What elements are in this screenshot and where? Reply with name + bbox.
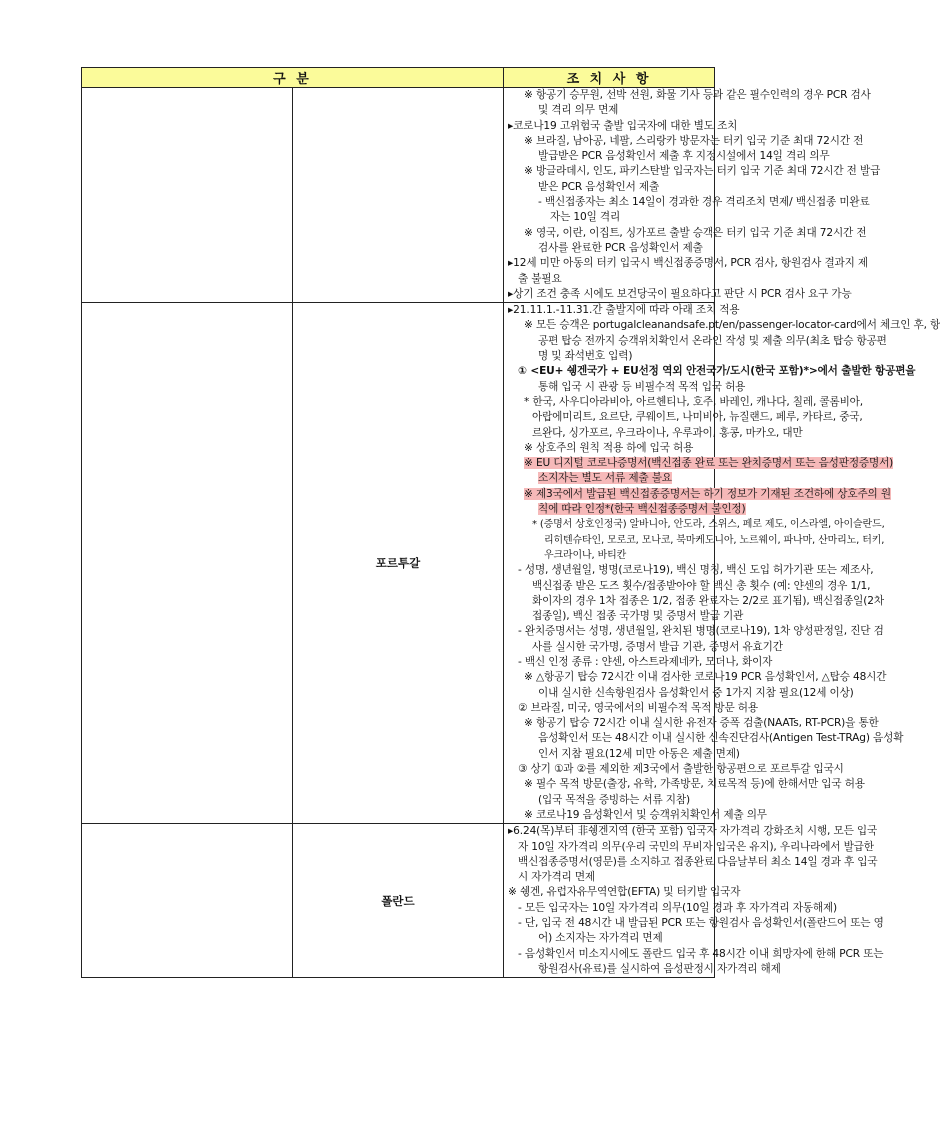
text-line: [504, 487, 891, 502]
text-line: ※ 코로나19 음성확인서 및 승객위치확인서 제출 의무: [524, 808, 767, 821]
country-cell: [293, 88, 504, 303]
text-line: - 백신접종자는 최소 14일이 경과한 경우 격리조치 면제/ 백신접종 미완료: [538, 196, 870, 209]
table-row-turkey-continued: [82, 88, 715, 303]
text-line: [504, 502, 746, 517]
text-line: - 모든 입국자는 10일 자가격리 의무(10일 경과 후 자가격리 자동해제): [518, 901, 838, 914]
text-line: ▸상기 조건 충족 시에도 보건당국이 필요하다고 판단 시 PCR 검사 요구 가능: [508, 287, 852, 300]
text-line: 이내 실시한 신속항원검사 음성확인서 중 1가지 지참 필요(12세 이상): [538, 686, 854, 699]
text-line: ① <EU+ 쉥겐국가 + EU선정 역외 안전국가/도시(한국 포함)*>에서 출발한 항공편을: [518, 365, 916, 378]
text-line: 명 및 좌석번호 입력): [538, 350, 633, 363]
text-line: 시 자가격리 면제: [518, 871, 596, 884]
text-line: 자는 10일 격리: [550, 211, 621, 224]
text-line: 받은 PCR 음성확인서 제출: [538, 180, 660, 193]
highlighted-text: 소지자는 별도 서류 제출 불요: [538, 472, 672, 485]
country-cell: 폴란드: [293, 824, 504, 978]
text-line: 백신접종증명서(영문)를 소지하고 접종완료 다음날부터 최소 14일 경과 후 입국: [518, 855, 878, 868]
table-row-portugal: [82, 303, 715, 824]
header-measures: 조 치 사 항: [504, 68, 715, 88]
blank-cell: [82, 88, 293, 303]
text-line: 화이자의 경우 1차 접종은 1/2, 접종 완료자는 2/2로 표기됨), 백신접종일(2차: [532, 594, 884, 607]
text-line: 어) 소지자는 자가격리 면제: [538, 932, 663, 945]
text-line: 백신접종 받은 도즈 횟수/접종받아야 할 백신 총 횟수 (예: 얀센의 경우 1/1,: [532, 579, 871, 592]
highlighted-text: 칙에 따라 인정*(한국 백신접종증명서 불인정): [538, 503, 746, 516]
text-line: (입국 목적을 증빙하는 서류 지참): [538, 793, 690, 806]
text-line: 음성확인서 또는 48시간 이내 실시한 신속진단검사(Antigen Test-TRAg) 음성확: [538, 732, 904, 745]
text-line: [504, 456, 894, 471]
text-line: 자 10일 자가격리 의무(우리 국민의 무비자 입국은 유지), 우리나라에서 발급한: [518, 840, 874, 853]
text-line: 리히텐슈타인, 모로코, 모나코, 북마케도니아, 노르웨이, 파나마, 산마리노, 터키,: [544, 534, 885, 546]
text-line: 공편 탑승 전까지 승객위치확인서 온라인 작성 및 제출 의무(최초 탑승 항공편: [538, 334, 887, 347]
text-line: 인서 지참 필요(12세 미만 아동은 제출 면제): [538, 747, 740, 760]
text-line: - 성명, 생년월일, 병명(코로나19), 백신 명칭, 백신 도입 허가기관 또는 제조사,: [518, 564, 874, 577]
table-header-row: [82, 68, 715, 88]
text-line: ※ 필수 목적 방문(출장, 유학, 가족방문, 치료목적 등)에 한해서만 입국 허용: [524, 778, 865, 791]
text-line: ※ 브라질, 남아공, 네팔, 스리랑카 방문자는 터키 입국 기준 최대 72시간 전: [524, 134, 864, 147]
measures-table: [81, 67, 940, 978]
text-line: - 음성확인서 미소지시에도 폴란드 입국 후 48시간 이내 희망자에 한해 PCR 또는: [518, 947, 884, 960]
highlighted-text: ※ EU 디지털 코로나증명서(백신접종 완료 또는 완치증명서 또는 음성판정증명서): [524, 457, 894, 470]
measures-cell: [504, 303, 940, 824]
text-line: ※ 쉥겐, 유럽자유무역연합(EFTA) 및 터키발 입국자: [508, 886, 741, 899]
text-line: ※ △항공기 탑승 72시간 이내 검사한 코로나19 PCR 음성확인서, △탑승 48시간: [524, 671, 887, 684]
country-cell: 포르투갈: [293, 303, 504, 824]
text-line: ▸6.24(목)부터 非쉥겐지역 (한국 포함) 입국자 자가격리 강화조치 시행, 모든 입국: [508, 825, 878, 838]
text-line: * 한국, 사우디아라비아, 아르헨티나, 호주, 바레인, 캐나다, 칠레, 콜롬비아,: [524, 395, 863, 408]
text-line: 발급받은 PCR 음성확인서 제출 후 지정시설에서 14일 격리 의무: [538, 150, 830, 163]
text-line: * (증명서 상호인정국) 알바니아, 안도라, 스위스, 페로 제도, 이스라엘, 아이슬란드,: [532, 519, 885, 531]
table-row-poland: [82, 824, 715, 978]
text-line: 통해 입국 시 관광 등 비필수적 목적 입국 허용: [538, 380, 746, 393]
measures-cell: [504, 824, 884, 978]
text-line: ※ 항공기 승무원, 선박 선원, 화물 기사 등과 같은 필수인력의 경우 PCR 검사: [524, 89, 871, 101]
text-line: 접종일), 백신 접종 국가명 및 증명서 발급 기관: [532, 610, 744, 623]
text-line: ※ 항공기 탑승 72시간 이내 실시한 유전자 증폭 검출(NAATs, RT-PCR)을 통한: [524, 717, 879, 730]
text-line: ② 브라질, 미국, 영국에서의 비필수적 목적 방문 허용: [518, 701, 758, 714]
blank-cell: [82, 303, 293, 824]
text-line: 아랍에미리트, 요르단, 쿠웨이트, 나미비아, 뉴질랜드, 페루, 카타르, 중국,: [532, 411, 863, 424]
text-line: ▸21.11.1.-11.31.간 출발지에 따라 아래 조치 적용: [508, 304, 740, 317]
text-line: 출 불필요: [518, 272, 562, 285]
text-line: 및 격리 의무 면제: [538, 104, 619, 117]
text-line: ▸12세 미만 아동의 터키 입국시 백신접종증명서, PCR 검사, 항원검사 결과지 제: [508, 257, 868, 270]
text-line: ※ 영국, 이란, 이집트, 싱가포르 출발 승객은 터키 입국 기준 최대 72시간 전: [524, 226, 867, 239]
text-line: - 단, 입국 전 48시간 내 발급된 PCR 또는 항원검사 음성확인서(폴란드어 또는 영: [518, 917, 884, 930]
text-line: ※ 방글라데시, 인도, 파키스탄발 입국자는 터키 입국 기준 최대 72시간 전 발급: [524, 165, 881, 178]
text-line: 검사를 완료한 PCR 음성확인서 제출: [538, 241, 703, 254]
text-line: 르완다, 싱가포르, 우크라이나, 우루과이, 홍콩, 마카오, 대만: [532, 426, 803, 439]
highlighted-text: ※ 제3국에서 발급된 백신접종증명서는 하기 정보가 기재된 조건하에 상호주의 원: [524, 487, 891, 500]
text-line: 우크라이나, 바티칸: [544, 549, 627, 561]
text-line: ※ 상호주의 원칙 적용 하에 입국 허용: [524, 441, 694, 454]
text-line: 사를 실시한 국가명, 증명서 발급 기관, 증명서 유효기간: [532, 640, 783, 653]
text-line: ※ 모든 승객은 portugalcleanandsafe.pt/en/passenger-locator-card에서 체크인 후, 항: [524, 319, 940, 332]
text-line: - 백신 인정 종류 : 얀센, 아스트라제네카, 모더나, 화이자: [518, 655, 773, 668]
text-line: ③ 상기 ①과 ②를 제외한 제3국에서 출발한 항공편으로 포르투갈 입국시: [518, 763, 844, 776]
text-line: [504, 471, 710, 486]
blank-cell: [82, 824, 293, 978]
header-category: 구 분: [82, 68, 504, 88]
text-line: 항원검사(유료)를 실시하여 음성판정시 자가격리 해제: [538, 962, 781, 975]
text-line: - 완치증명서는 성명, 생년월일, 완치된 병명(코로나19), 1차 양성판정일, 진단 검: [518, 625, 884, 638]
text-line: ▸코로나19 고위험국 출발 입국자에 대한 별도 조치: [508, 119, 738, 132]
measures-cell: [504, 88, 881, 303]
